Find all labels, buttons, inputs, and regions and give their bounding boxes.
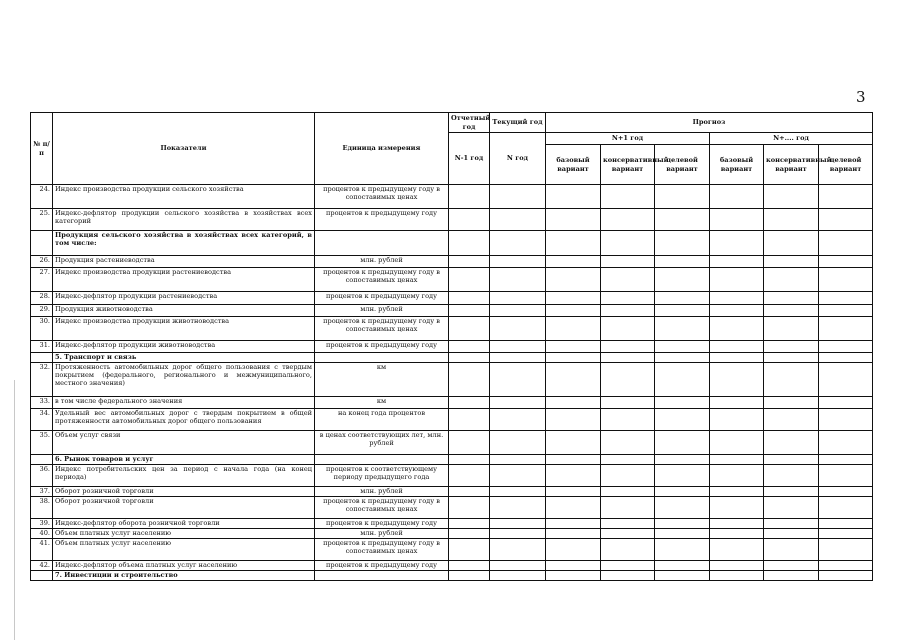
value-cell — [449, 256, 490, 268]
value-cell — [449, 539, 490, 561]
value-cell — [490, 317, 546, 341]
value-cell — [490, 465, 546, 487]
value-cell — [710, 561, 764, 571]
value-cell — [449, 305, 490, 317]
value-cell — [490, 455, 546, 465]
row-number: 35. — [31, 431, 53, 455]
value-cell — [710, 231, 764, 256]
value-cell — [819, 397, 873, 409]
unit-of-measure: процентов к предыдущему году — [315, 519, 449, 529]
value-cell — [764, 209, 819, 231]
value-cell — [764, 487, 819, 497]
value-cell — [819, 185, 873, 209]
value-cell — [546, 409, 601, 431]
row-number: 39. — [31, 519, 53, 529]
value-cell — [449, 268, 490, 292]
value-cell — [819, 409, 873, 431]
value-cell — [819, 465, 873, 487]
table-row — [31, 341, 873, 353]
value-cell — [601, 497, 655, 519]
header-variant: консервативный вариант — [601, 145, 655, 185]
table-row — [31, 409, 873, 431]
value-cell — [449, 465, 490, 487]
value-cell — [601, 317, 655, 341]
value-cell — [546, 268, 601, 292]
header-variant: базовый вариант — [546, 145, 601, 185]
value-cell — [655, 353, 710, 363]
value-cell — [601, 571, 655, 581]
value-cell — [546, 455, 601, 465]
value-cell — [819, 292, 873, 305]
value-cell — [710, 487, 764, 497]
indicator-name: Индекс-дефлятор продукции сельского хозяйства в хозяйствах всех категорий — [53, 209, 315, 231]
value-cell — [601, 292, 655, 305]
value-cell — [490, 487, 546, 497]
value-cell — [764, 455, 819, 465]
value-cell — [449, 341, 490, 353]
value-cell — [655, 305, 710, 317]
value-cell — [490, 497, 546, 519]
indicator-name: Продукция растениеводства — [53, 256, 315, 268]
value-cell — [546, 185, 601, 209]
value-cell — [710, 497, 764, 519]
table-body — [31, 185, 873, 581]
indicator-name: Объем платных услуг населению — [53, 539, 315, 561]
value-cell — [601, 519, 655, 529]
value-cell — [764, 409, 819, 431]
indicator-name: Протяженность автомобильных дорог общего пользования с твердым покрытием (федерального, регионального и межмуниципального, местного значения) — [53, 363, 315, 397]
value-cell — [710, 305, 764, 317]
value-cell — [449, 317, 490, 341]
unit-of-measure: процентов к предыдущему году в сопоставимых ценах — [315, 317, 449, 341]
table-row — [31, 431, 873, 455]
header-variant: целевой вариант — [819, 145, 873, 185]
unit-of-measure: процентов к предыдущему году — [315, 292, 449, 305]
value-cell — [655, 268, 710, 292]
value-cell — [546, 256, 601, 268]
value-cell — [601, 487, 655, 497]
indicator-name: Индекс-дефлятор продукции растениеводства — [53, 292, 315, 305]
row-number: 31. — [31, 341, 53, 353]
value-cell — [764, 256, 819, 268]
indicator-name: в том числе федерального значения — [53, 397, 315, 409]
value-cell — [601, 465, 655, 487]
value-cell — [546, 317, 601, 341]
value-cell — [490, 519, 546, 529]
table-header — [31, 113, 873, 185]
indicator-name: Оборот розничной торговли — [53, 497, 315, 519]
section-row — [31, 455, 873, 465]
value-cell — [764, 185, 819, 209]
value-cell — [601, 256, 655, 268]
value-cell — [710, 529, 764, 539]
value-cell — [546, 363, 601, 397]
value-cell — [655, 497, 710, 519]
value-cell — [449, 455, 490, 465]
value-cell — [490, 231, 546, 256]
value-cell — [546, 431, 601, 455]
value-cell — [655, 397, 710, 409]
value-cell — [490, 571, 546, 581]
indicator-name: Индекс-дефлятор оборота розничной торговли — [53, 519, 315, 529]
value-cell — [764, 363, 819, 397]
value-cell — [764, 305, 819, 317]
table-row — [31, 465, 873, 487]
value-cell — [490, 209, 546, 231]
unit-of-measure: млн. рублей — [315, 487, 449, 497]
value-cell — [710, 539, 764, 561]
indicator-name: Оборот розничной торговли — [53, 487, 315, 497]
value-cell — [490, 431, 546, 455]
value-cell — [655, 529, 710, 539]
section-row — [31, 571, 873, 581]
indicator-name: Индекс-дефлятор продукции животноводства — [53, 341, 315, 353]
indicator-name: Индекс-дефлятор объема платных услуг населению — [53, 561, 315, 571]
value-cell — [655, 431, 710, 455]
indicator-name: Индекс производства продукции животноводства — [53, 317, 315, 341]
table-row — [31, 209, 873, 231]
table-row — [31, 305, 873, 317]
row-number: 24. — [31, 185, 53, 209]
row-number: 25. — [31, 209, 53, 231]
page-number: 3 — [856, 88, 866, 106]
value-cell — [655, 561, 710, 571]
row-number: 29. — [31, 305, 53, 317]
value-cell — [710, 268, 764, 292]
value-cell — [655, 409, 710, 431]
value-cell — [449, 209, 490, 231]
value-cell — [764, 341, 819, 353]
value-cell — [819, 431, 873, 455]
value-cell — [449, 519, 490, 529]
value-cell — [764, 539, 819, 561]
unit-of-measure: процентов к предыдущему году — [315, 561, 449, 571]
table-row — [31, 539, 873, 561]
value-cell — [546, 465, 601, 487]
unit-of-measure: процентов к предыдущему году в сопоставимых ценах — [315, 539, 449, 561]
value-cell — [710, 209, 764, 231]
value-cell — [601, 431, 655, 455]
value-cell — [819, 497, 873, 519]
value-cell — [546, 487, 601, 497]
unit-of-measure: процентов к предыдущему году в сопоставимых ценах — [315, 268, 449, 292]
unit-of-measure: процентов к предыдущему году в сопоставимых ценах — [315, 497, 449, 519]
value-cell — [655, 317, 710, 341]
value-cell — [546, 231, 601, 256]
value-cell — [710, 409, 764, 431]
value-cell — [601, 529, 655, 539]
value-cell — [764, 268, 819, 292]
value-cell — [655, 455, 710, 465]
value-cell — [819, 317, 873, 341]
row-number: 27. — [31, 268, 53, 292]
unit-of-measure: млн. рублей — [315, 305, 449, 317]
unit-of-measure: процентов к предыдущему году — [315, 209, 449, 231]
value-cell — [819, 231, 873, 256]
table-row — [31, 256, 873, 268]
row-number: 26. — [31, 256, 53, 268]
value-cell — [819, 487, 873, 497]
table-row — [31, 268, 873, 292]
value-cell — [449, 231, 490, 256]
unit-of-measure: км — [315, 397, 449, 409]
value-cell — [601, 397, 655, 409]
row-number: 28. — [31, 292, 53, 305]
section-row — [31, 353, 873, 363]
row-number — [31, 353, 53, 363]
value-cell — [764, 571, 819, 581]
unit-of-measure: млн. рублей — [315, 256, 449, 268]
value-cell — [546, 519, 601, 529]
row-number: 41. — [31, 539, 53, 561]
indicator-name: Продукция животноводства — [53, 305, 315, 317]
value-cell — [819, 455, 873, 465]
value-cell — [449, 397, 490, 409]
value-cell — [764, 292, 819, 305]
unit-of-measure: в ценах соответствующих лет, млн. рублей — [315, 431, 449, 455]
value-cell — [655, 487, 710, 497]
value-cell — [449, 487, 490, 497]
value-cell — [546, 529, 601, 539]
value-cell — [710, 256, 764, 268]
unit-of-measure — [315, 455, 449, 465]
header-unit: Единица измерения — [315, 113, 449, 185]
header-current-n: N год — [490, 133, 546, 185]
value-cell — [490, 529, 546, 539]
value-cell — [601, 455, 655, 465]
value-cell — [490, 363, 546, 397]
row-number: 37. — [31, 487, 53, 497]
value-cell — [710, 465, 764, 487]
value-cell — [764, 431, 819, 455]
unit-of-measure: процентов к предыдущему году в сопоставимых ценах — [315, 185, 449, 209]
value-cell — [819, 363, 873, 397]
unit-of-measure: млн. рублей — [315, 529, 449, 539]
row-number: 40. — [31, 529, 53, 539]
value-cell — [449, 353, 490, 363]
value-cell — [655, 209, 710, 231]
value-cell — [449, 409, 490, 431]
value-cell — [710, 353, 764, 363]
value-cell — [546, 397, 601, 409]
value-cell — [490, 353, 546, 363]
value-cell — [764, 317, 819, 341]
value-cell — [764, 561, 819, 571]
indicator-name: Индекс производства продукции растениеводства — [53, 268, 315, 292]
value-cell — [819, 539, 873, 561]
table-row — [31, 529, 873, 539]
value-cell — [819, 529, 873, 539]
value-cell — [819, 268, 873, 292]
value-cell — [764, 353, 819, 363]
unit-of-measure — [315, 571, 449, 581]
indicator-name: Объем платных услуг населению — [53, 529, 315, 539]
unit-of-measure: км — [315, 363, 449, 397]
value-cell — [490, 539, 546, 561]
value-cell — [764, 397, 819, 409]
value-cell — [655, 465, 710, 487]
section-row — [31, 231, 873, 256]
value-cell — [764, 231, 819, 256]
table-row — [31, 397, 873, 409]
unit-of-measure: процентов к соответствующему периоду предыдущего года — [315, 465, 449, 487]
forecast-indicators-table — [30, 112, 873, 581]
row-number: 32. — [31, 363, 53, 397]
row-number: 34. — [31, 409, 53, 431]
table-row — [31, 497, 873, 519]
unit-of-measure: процентов к предыдущему году — [315, 341, 449, 353]
value-cell — [764, 497, 819, 519]
value-cell — [764, 529, 819, 539]
value-cell — [449, 363, 490, 397]
value-cell — [546, 561, 601, 571]
value-cell — [710, 571, 764, 581]
value-cell — [490, 185, 546, 209]
table-row — [31, 185, 873, 209]
value-cell — [819, 305, 873, 317]
header-report-n-minus-1: N-1 год — [449, 133, 490, 185]
table-row — [31, 519, 873, 529]
value-cell — [546, 353, 601, 363]
value-cell — [490, 561, 546, 571]
indicator-name: Объем услуг связи — [53, 431, 315, 455]
value-cell — [490, 268, 546, 292]
value-cell — [710, 292, 764, 305]
value-cell — [490, 305, 546, 317]
section-title: Продукция сельского хозяйства в хозяйствах всех категорий, в том числе: — [53, 231, 315, 256]
value-cell — [710, 341, 764, 353]
row-number: 33. — [31, 397, 53, 409]
value-cell — [655, 363, 710, 397]
header-variant: базовый вариант — [710, 145, 764, 185]
value-cell — [764, 519, 819, 529]
value-cell — [655, 571, 710, 581]
section-title: 6. Рынок товаров и услуг — [53, 455, 315, 465]
value-cell — [819, 561, 873, 571]
value-cell — [601, 305, 655, 317]
header-report-year: Отчетный год — [449, 113, 490, 133]
value-cell — [601, 209, 655, 231]
value-cell — [546, 341, 601, 353]
value-cell — [764, 465, 819, 487]
value-cell — [601, 185, 655, 209]
value-cell — [655, 185, 710, 209]
value-cell — [449, 497, 490, 519]
value-cell — [601, 353, 655, 363]
value-cell — [449, 529, 490, 539]
header-forecast: Прогноз — [546, 113, 873, 133]
value-cell — [601, 231, 655, 256]
row-number: 30. — [31, 317, 53, 341]
value-cell — [710, 317, 764, 341]
value-cell — [546, 497, 601, 519]
value-cell — [490, 397, 546, 409]
table-row — [31, 292, 873, 305]
value-cell — [490, 256, 546, 268]
indicator-name: Индекс потребительских цен за период с начала года (на конец периода) — [53, 465, 315, 487]
value-cell — [819, 209, 873, 231]
row-number — [31, 571, 53, 581]
table-row — [31, 561, 873, 571]
value-cell — [655, 231, 710, 256]
value-cell — [655, 539, 710, 561]
unit-of-measure: на конец года процентов — [315, 409, 449, 431]
scan-edge-line — [14, 380, 15, 640]
header-n-plus-n: N+.... год — [710, 133, 873, 145]
value-cell — [490, 341, 546, 353]
value-cell — [546, 292, 601, 305]
value-cell — [655, 292, 710, 305]
value-cell — [601, 341, 655, 353]
indicator-name: Индекс производства продукции сельского хозяйства — [53, 185, 315, 209]
value-cell — [601, 363, 655, 397]
value-cell — [710, 455, 764, 465]
value-cell — [710, 185, 764, 209]
value-cell — [546, 209, 601, 231]
value-cell — [490, 409, 546, 431]
indicator-name: Удельный вес автомобильных дорог с твердым покрытием в общей протяженности автомобильных дорог общего пользования — [53, 409, 315, 431]
value-cell — [601, 539, 655, 561]
table-row — [31, 363, 873, 397]
value-cell — [819, 256, 873, 268]
value-cell — [449, 292, 490, 305]
value-cell — [819, 353, 873, 363]
table-row — [31, 487, 873, 497]
unit-of-measure — [315, 353, 449, 363]
section-title: 5. Транспорт и связь — [53, 353, 315, 363]
value-cell — [449, 561, 490, 571]
unit-of-measure — [315, 231, 449, 256]
value-cell — [710, 363, 764, 397]
header-variant: целевой вариант — [655, 145, 710, 185]
value-cell — [546, 571, 601, 581]
value-cell — [546, 539, 601, 561]
value-cell — [449, 571, 490, 581]
row-number — [31, 231, 53, 256]
row-number: 38. — [31, 497, 53, 519]
table-row — [31, 317, 873, 341]
value-cell — [449, 185, 490, 209]
value-cell — [449, 431, 490, 455]
value-cell — [819, 519, 873, 529]
value-cell — [601, 409, 655, 431]
row-number: 36. — [31, 465, 53, 487]
header-n-plus-1: N+1 год — [546, 133, 710, 145]
row-number — [31, 455, 53, 465]
value-cell — [819, 341, 873, 353]
value-cell — [710, 519, 764, 529]
value-cell — [601, 268, 655, 292]
value-cell — [819, 571, 873, 581]
header-indicator: Показатели — [53, 113, 315, 185]
value-cell — [710, 397, 764, 409]
value-cell — [546, 305, 601, 317]
section-title: 7. Инвестиции и строительство — [53, 571, 315, 581]
row-number: 42. — [31, 561, 53, 571]
value-cell — [655, 341, 710, 353]
header-current-year: Текущий год — [490, 113, 546, 133]
value-cell — [601, 561, 655, 571]
value-cell — [655, 519, 710, 529]
header-variant: консервативный вариант — [764, 145, 819, 185]
value-cell — [490, 292, 546, 305]
header-number: № п/п — [31, 113, 53, 185]
value-cell — [710, 431, 764, 455]
value-cell — [655, 256, 710, 268]
